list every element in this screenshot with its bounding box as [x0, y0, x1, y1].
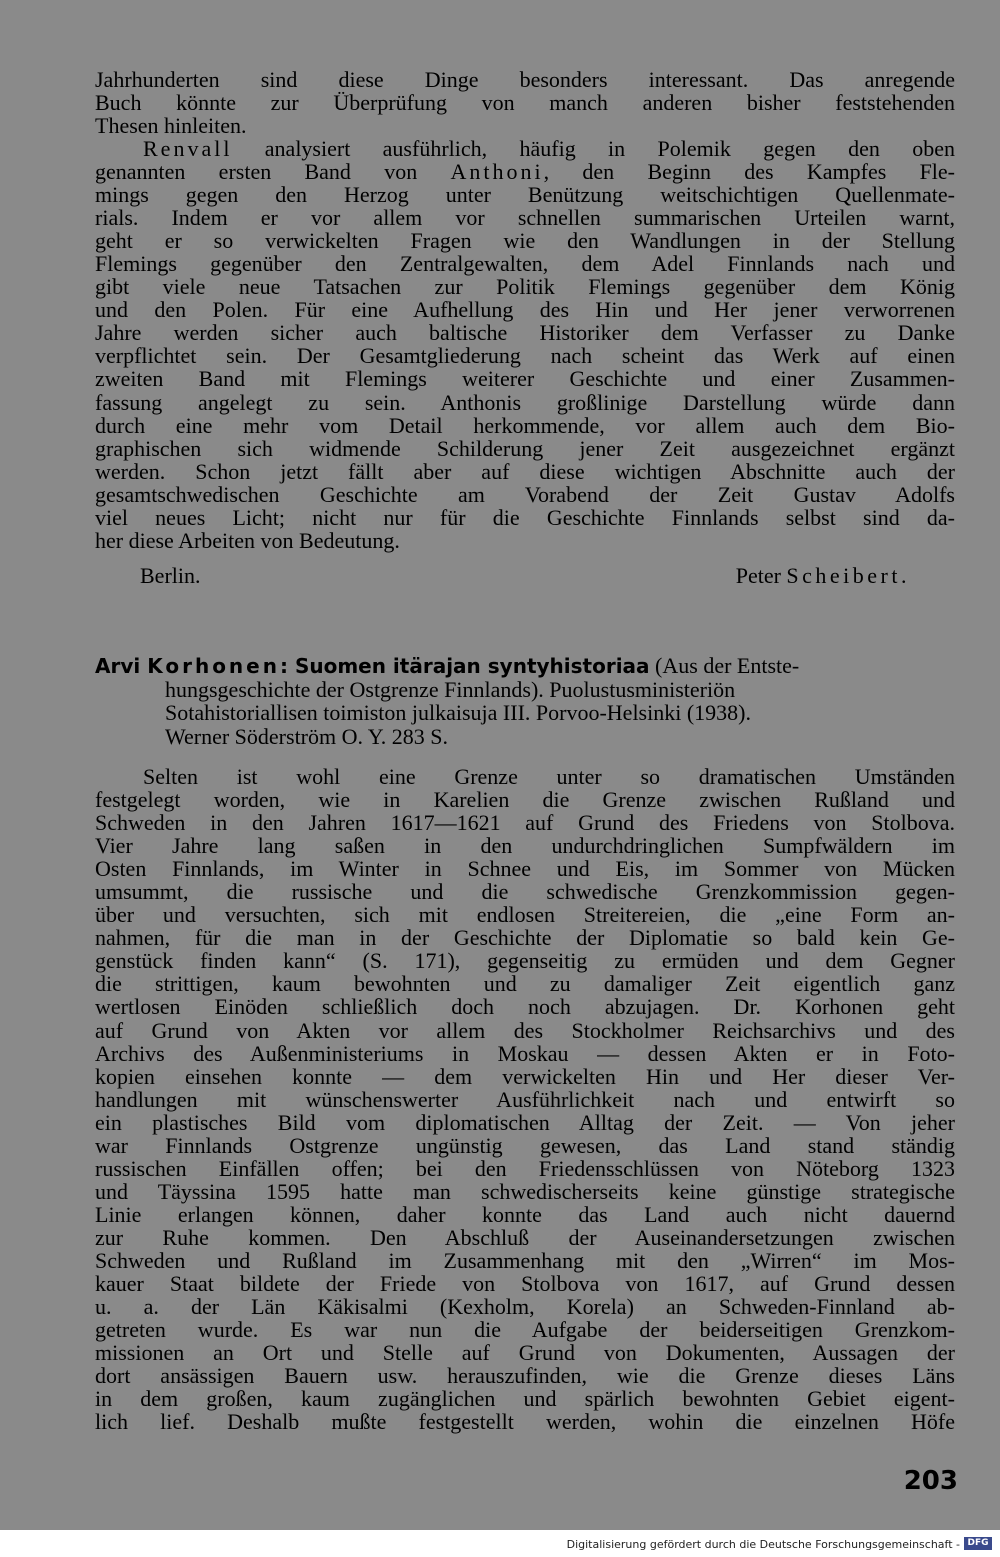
- text-line: lich lief. Deshalb mußte festgestellt werden, wohin die einzelnen Höfe: [95, 1409, 955, 1435]
- text-line: Linie erlangen können, daher konnte das Land auch nicht dauernd: [95, 1201, 955, 1227]
- text-line: umsummt, die russische und die schwedische Grenzkommission gegen-: [95, 879, 955, 905]
- text-line: missionen an Ort und Stelle auf Grund von Dokumenten, Aussagen der: [95, 1340, 955, 1366]
- text-line: u. a. der Län Käkisalmi (Kexholm, Korela) an Schweden-Finnland ab-: [95, 1294, 955, 1320]
- text-line: dort ansässigen Bauern usw. herauszufinden, wie die Grenze dieses Läns: [95, 1363, 955, 1389]
- text-line: Osten Finnlands, im Winter in Schnee und Eis, im Sommer von Mücken: [95, 856, 955, 882]
- reviewer-name: Peter Scheibert.: [735, 563, 910, 588]
- text-line: war Finnlands Ostgrenze ungünstig gewesen, das Land stand ständig: [95, 1132, 955, 1158]
- text-line: Jahre werden sicher auch baltische Historiker dem Verfasser zu Danke: [95, 320, 955, 346]
- heading-line: hungsgeschichte der Ostgrenze Finnlands). Puolustusministeriön: [165, 676, 736, 702]
- text-line: Schweden und Rußland im Zusammenhang mit den „Wirren“ im Mos-: [95, 1247, 955, 1273]
- text-line: auf Grund von Akten vor allem des Stockholmer Reichsarchivs und des: [95, 1017, 955, 1043]
- heading-line: Werner Söderström O. Y. 283 S.: [165, 723, 448, 749]
- text-line: ein plastisches Bild vom diplomatischen Alltag der Zeit. — Von jeher: [95, 1109, 955, 1135]
- review2-body: [95, 765, 955, 1433]
- review2-heading: [95, 654, 955, 748]
- text-line: Renvall analysiert ausführlich, häufig in Polemik gegen den oben: [143, 136, 955, 161]
- text-line: durch eine mehr vom Detail herkommende, vor allem auch dem Bio-: [95, 412, 955, 438]
- text-line: und den Polen. Für eine Aufhellung des Hin und Her jener verworrenen: [95, 297, 955, 323]
- text-line: nahmen, für die man in der Geschichte der Diplomatie so bald kein Ge-: [95, 925, 955, 951]
- text-line: wertlosen Einöden schließlich doch noch abzujagen. Dr. Korhonen geht: [95, 994, 955, 1020]
- text-line: die strittigen, kaum bewohnten und zu damaliger Zeit eigentlich ganz: [95, 971, 955, 997]
- heading-line: Arvi Korhonen: Suomen itärajan syntyhistoriaa (Aus der Entste-: [95, 653, 800, 678]
- dfg-logo-icon: DFG: [964, 1537, 992, 1550]
- review1-continuation: [95, 68, 955, 137]
- text-line: Vier Jahre lang saßen in den undurchdringlichen Sumpfwäldern im: [95, 833, 955, 859]
- signature-place: Berlin.: [140, 563, 201, 588]
- text-line: zur Ruhe kommen. Den Abschluß der Auseinandersetzungen zwischen: [95, 1224, 955, 1250]
- text-line: russischen Einfällen offen; bei den Friedensschlüssen von Nöteborg 1323: [95, 1155, 955, 1181]
- text-line: Jahrhunderten sind diese Dinge besonders interessant. Das anregende: [95, 67, 955, 92]
- text-line: Thesen hinleiten.: [95, 113, 247, 139]
- text-line: und Täyssina 1595 hatte man schwedischerseits keine günstige strategische: [95, 1178, 955, 1204]
- text-line: werden. Schon jetzt fällt aber auf diese wichtigen Abschnitte auch der: [95, 458, 955, 484]
- text-line: in dem großen, kaum zugänglichen und spärlich bewohnten Gebiet eigent-: [95, 1386, 955, 1412]
- page-number: 203: [903, 1466, 958, 1496]
- text-line: mings gegen den Herzog unter Benützung weitschichtigen Quellenmate-: [95, 182, 955, 208]
- text-line: fassung angelegt zu sein. Anthonis großlinige Darstellung würde dann: [95, 389, 955, 415]
- text-line: gibt viele neue Tatsachen zur Politik Flemings gegenüber dem König: [95, 274, 955, 300]
- digitization-footer: [0, 1530, 1000, 1557]
- text-line: über und versuchten, sich mit endlosen Streitereien, die „eine Form an-: [95, 902, 955, 928]
- text-line: graphischen sich widmende Schilderung jener Zeit ausgezeichnet ergänzt: [95, 435, 955, 461]
- text-line: genannten ersten Band von Anthoni, den Beginn des Kampfes Fle-: [95, 159, 956, 185]
- text-line: viel neues Licht; nicht nur für die Geschichte Finnlands selbst sind da-: [95, 504, 955, 530]
- text-line: kauer Staat bildete der Friede von Stolbova von 1617, auf Grund dessen: [95, 1271, 955, 1297]
- heading-line: Sotahistoriallisen toimiston julkaisuja III. Porvoo-Helsinki (1938).: [165, 700, 751, 725]
- text-line: Archivs des Außenministeriums in Moskau — dessen Akten er in Foto-: [95, 1040, 955, 1066]
- text-line: Buch könnte zur Überprüfung von manch anderen bisher feststehenden: [95, 90, 955, 116]
- text-line: rials. Indem er vor allem vor schnellen summarischen Urteilen warnt,: [95, 205, 955, 231]
- text-line: geht er so verwickelten Fragen wie den Wandlungen in der Stellung: [95, 228, 955, 254]
- text-line: Flemings gegenüber den Zentralgewalten, dem Adel Finnlands nach und: [95, 251, 955, 277]
- text-line: verpflichtet sein. Der Gesamtgliederung nach scheint das Werk auf einen: [95, 343, 955, 369]
- review1-signature: [140, 563, 910, 589]
- text-line: getreten wurde. Es war nun die Aufgabe der beiderseitigen Grenzkom-: [95, 1317, 955, 1343]
- text-line: Schweden in den Jahren 1617—1621 auf Grund des Friedens von Stolbova.: [95, 810, 955, 836]
- text-line: gesamtschwedischen Geschichte am Vorabend der Zeit Gustav Adolfs: [95, 481, 955, 507]
- text-line: genstück finden kann“ (S. 171), gegenseitig zu ermüden und dem Gegner: [95, 948, 955, 974]
- book-author: Arvi Korhonen: [95, 654, 280, 678]
- text-line: zweiten Band mit Flemings weiterer Geschichte und einer Zusammen-: [95, 366, 955, 392]
- book-title: : Suomen itärajan syntyhistoriaa: [279, 654, 650, 678]
- author-name-spaced: Renvall: [143, 136, 233, 161]
- author-name-spaced: Anthoni: [450, 159, 544, 185]
- text-line: handlungen mit wünschenswerter Ausführlichkeit nach und entwirft so: [95, 1086, 955, 1112]
- footer-credit: Digitalisierung gefördert durch die Deutsche Forschungsgemeinschaft -: [566, 1538, 960, 1551]
- text-line: festgelegt worden, wie in Karelien die Grenze zwischen Rußland und: [95, 787, 955, 813]
- text-line: her diese Arbeiten von Bedeutung.: [95, 527, 400, 553]
- text-line: kopien einsehen konnte — dem verwickelten Hin und Her dieser Ver-: [95, 1063, 955, 1089]
- review1-paragraph: [95, 137, 955, 552]
- text-line: Selten ist wohl eine Grenze unter so dramatischen Umständen: [143, 764, 955, 789]
